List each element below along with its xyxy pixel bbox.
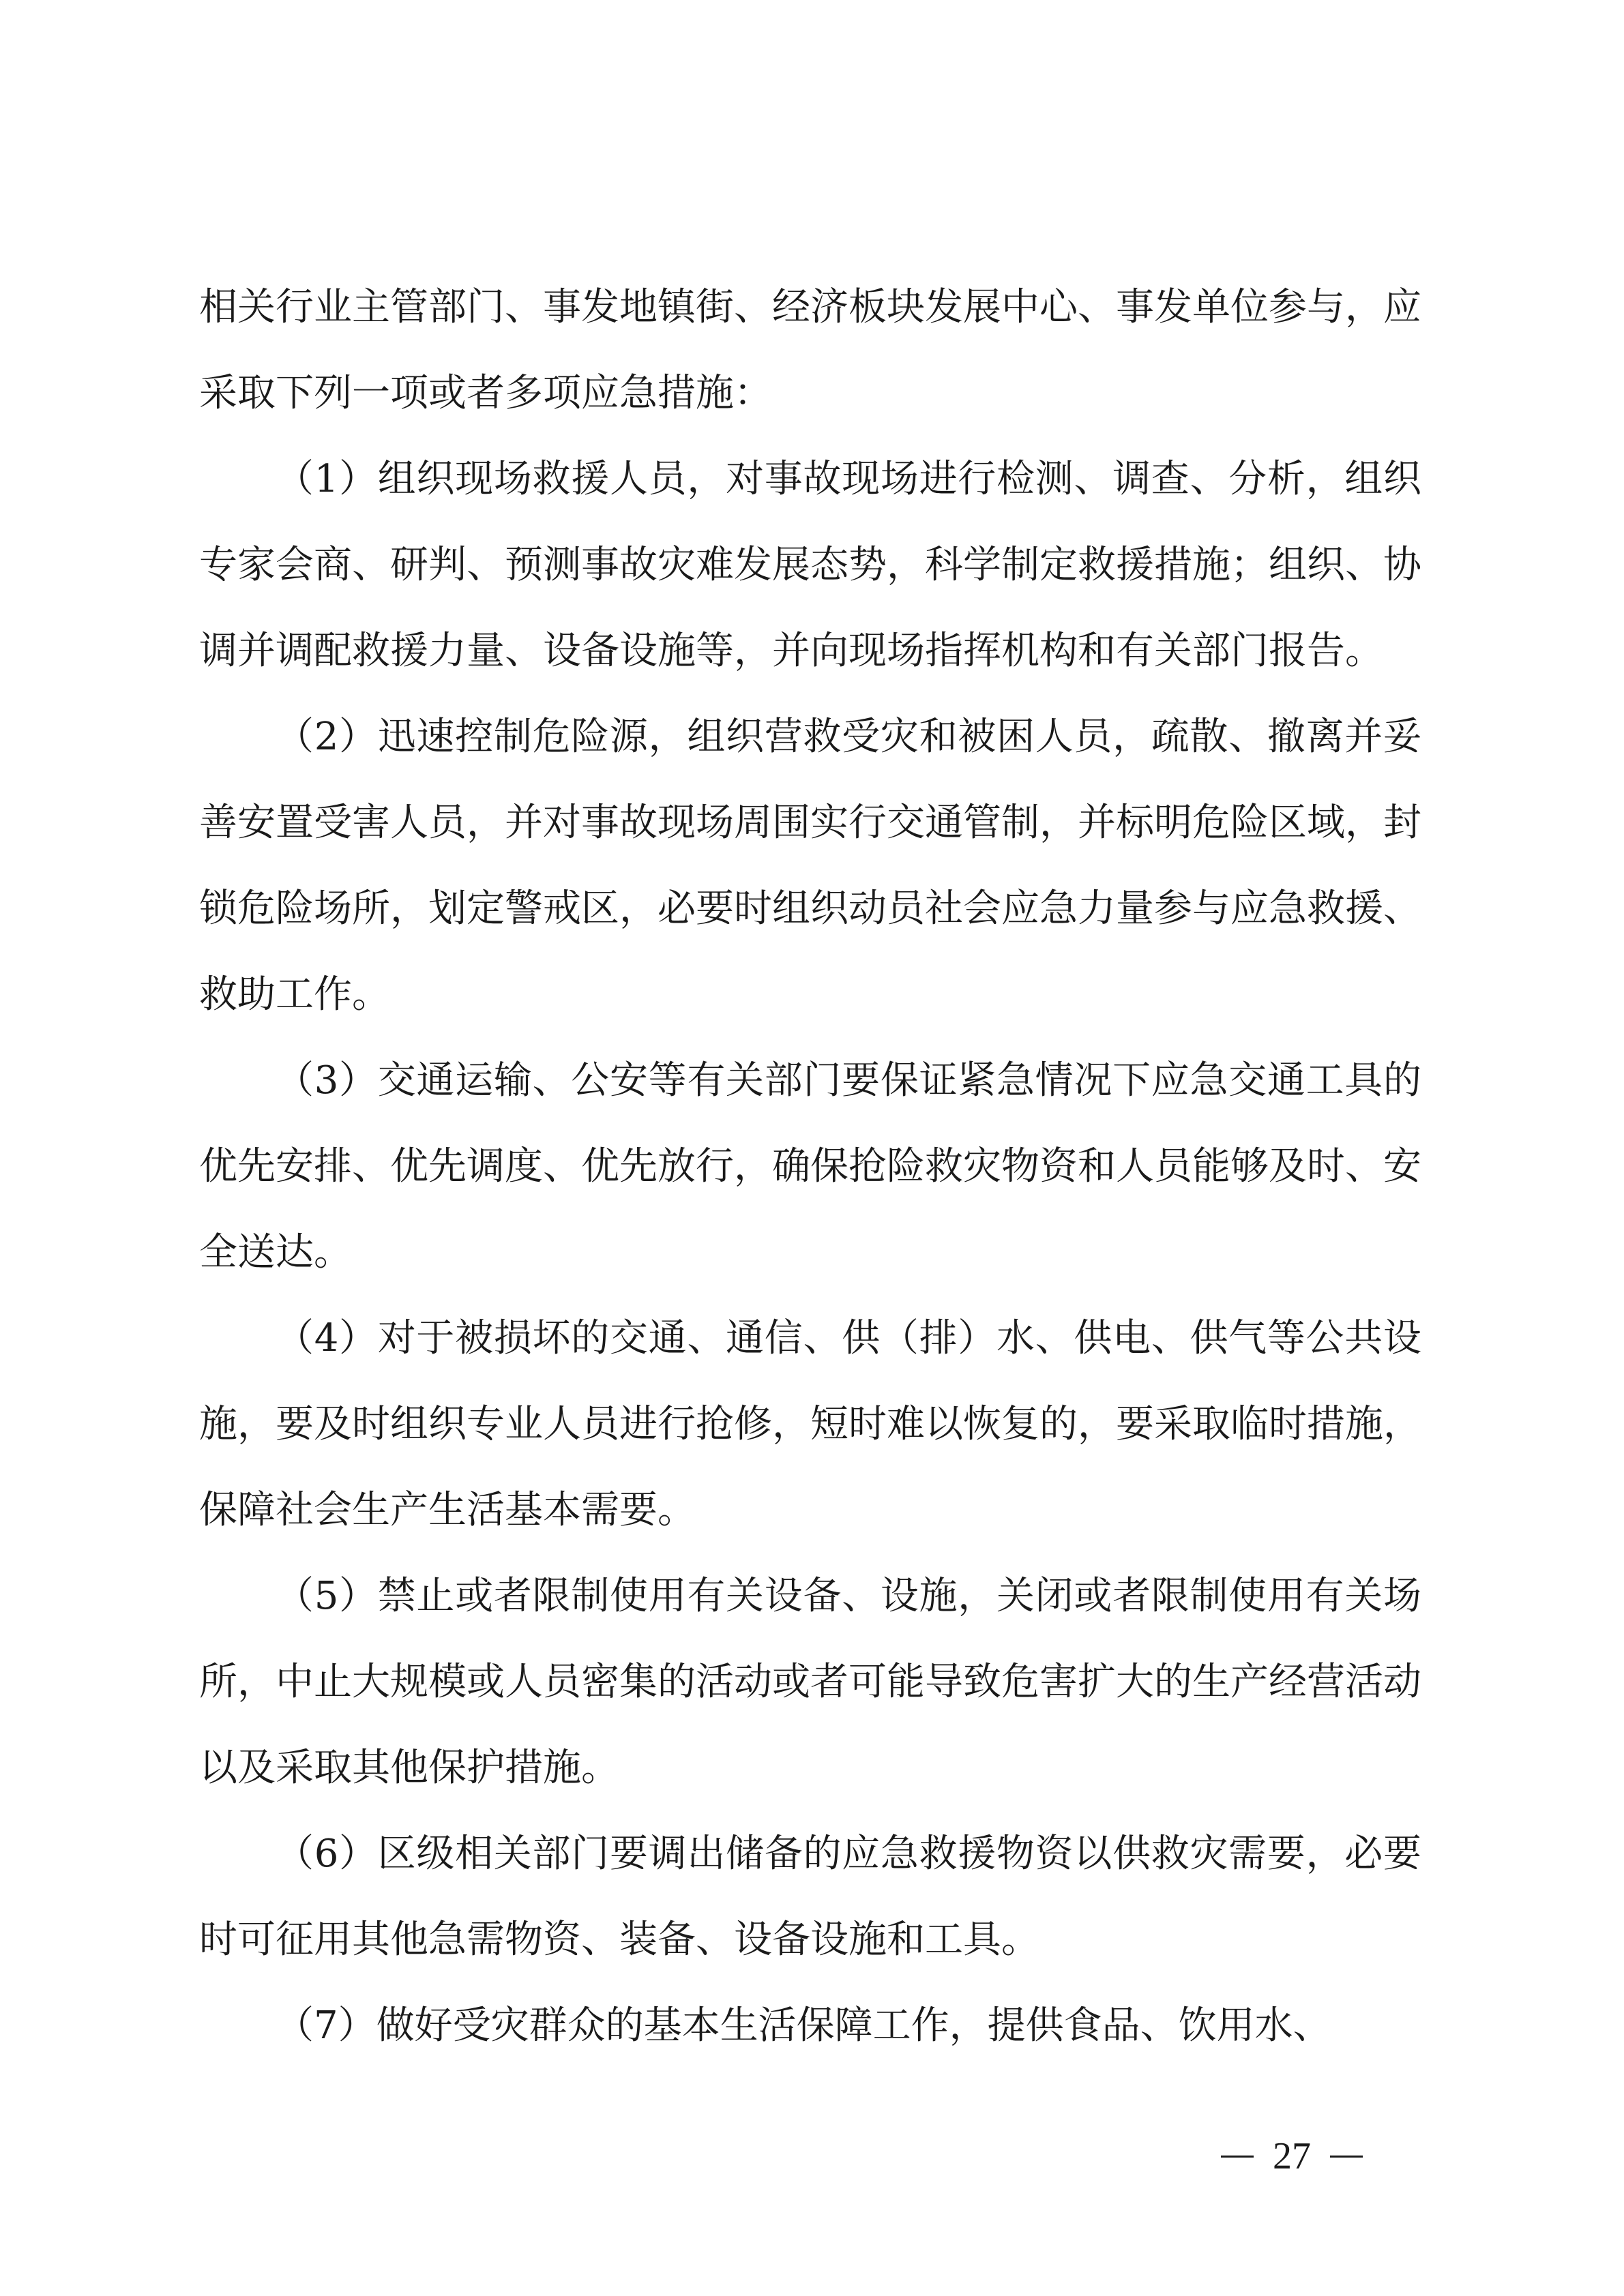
paragraph-measure-2: （2）迅速控制危险源，组织营救受灾和被困人员，疏散、撤离并妥善安置受害人员，并对事故现场周围实行交通管制，并标明危险区域，封锁危险场所，划定警戒区，必要时组织动员社会应急力量参与应急救援、救助工作。 [199,715,1421,1017]
paragraph-measure-3: （3）交通运输、公安等有关部门要保证紧急情况下应急交通工具的优先安排、优先调度、优先放行，确保抢险救灾物资和人员能够及时、安全送达。 [199,1058,1421,1274]
paragraph-measure-4: （4）对于被损坏的交通、通信、供（排）水、供电、供气等公共设施，要及时组织专业人员进行抢修，短时难以恢复的，要采取临时措施，保障社会生产生活基本需要。 [199,1316,1421,1532]
paragraph-measure-5: （5）禁止或者限制使用有关设备、设施，关闭或者限制使用有关场所，中止大规模或人员密集的活动或者可能导致危害扩大的生产经营活动以及采取其他保护措施。 [199,1574,1421,1790]
paragraph-measure-1: （1）组织现场救援人员，对事故现场进行检测、调查、分析，组织专家会商、研判、预测事故灾难发展态势，科学制定救援措施；组织、协调并调配救援力量、设备设施等，并向现场指挥机构和有关部门报告。 [199,457,1421,673]
paragraph-measure-7: （7）做好受灾群众的基本生活保障工作，提供食品、饮用水、 [276,2003,1331,2048]
paragraph-measure-6: （6）区级相关部门要调出储备的应急救援物资以供救灾需要，必要时可征用其他急需物资、装备、设备设施和工具。 [199,1832,1421,1962]
page-number-left-dash [1221,2156,1254,2158]
page-footer [1221,2134,1363,2178]
page-number-right-dash [1330,2156,1363,2158]
page-number: 27 [1273,2135,1311,2177]
document-body [199,265,1421,2069]
paragraph-continuation: 相关行业主管部门、事发地镇街、经济板块发展中心、事发单位参与，应采取下列一项或者多项应急措施： [199,285,1421,415]
